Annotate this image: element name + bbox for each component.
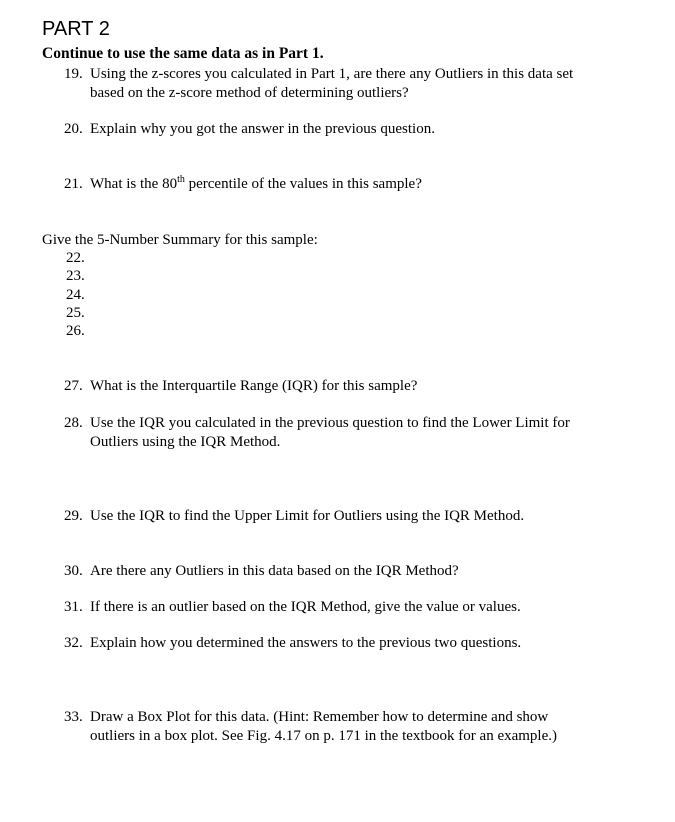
question-text: Use the IQR to find the Upper Limit for Outliers using the IQR Method. [90,508,525,524]
question-text: Using the z-scores you calculated in Part 1, are there any Outliers in this data set [90,66,574,82]
summary-item-22: 22. [66,250,85,266]
question-text-pre: What is the 80 [90,176,178,192]
question-text: Explain how you determined the answers to the previous two questions. [90,635,522,651]
question-text: Are there any Outliers in this data based on the IQR Method? [90,563,459,579]
summary-item-24: 24. [66,287,85,303]
question-text: If there is an outlier based on the IQR Method, give the value or values. [90,599,521,615]
question-number: 27. [64,378,83,394]
question-number: 28. [64,415,83,431]
page-title: PART 2 [42,18,110,40]
question-text: What is the Interquartile Range (IQR) for this sample? [90,378,418,394]
question-text: Use the IQR you calculated in the previous question to find the Lower Limit for [90,415,570,431]
summary-item-25: 25. [66,305,85,321]
question-text-post: percentile of the values in this sample? [184,176,422,192]
question-text: outliers in a box plot. See Fig. 4.17 on p. 171 in the textbook for an example.) [90,727,558,744]
question-number: 20. [64,121,83,137]
summary-label: Give the 5-Number Summary for this sample: [42,232,318,248]
question-number: 32. [64,635,83,651]
question-number: 21. [64,176,83,192]
question-text: based on the z-score method of determining outliers? [90,84,409,101]
question-text: Draw a Box Plot for this data. (Hint: Remember how to determine and show [90,709,549,725]
question-text: Outliers using the IQR Method. [90,433,281,450]
question-text [90,175,422,194]
instructions: Continue to use the same data as in Part 1. [42,45,324,62]
question-number: 33. [64,709,83,725]
ordinal-suffix: th [177,174,185,185]
question-text: Explain why you got the answer in the previous question. [90,121,435,137]
question-number: 31. [64,599,83,615]
summary-item-26: 26. [66,323,85,339]
question-number: 19. [64,66,83,82]
summary-item-23: 23. [66,268,85,284]
question-number: 30. [64,563,83,579]
question-number: 29. [64,508,83,524]
